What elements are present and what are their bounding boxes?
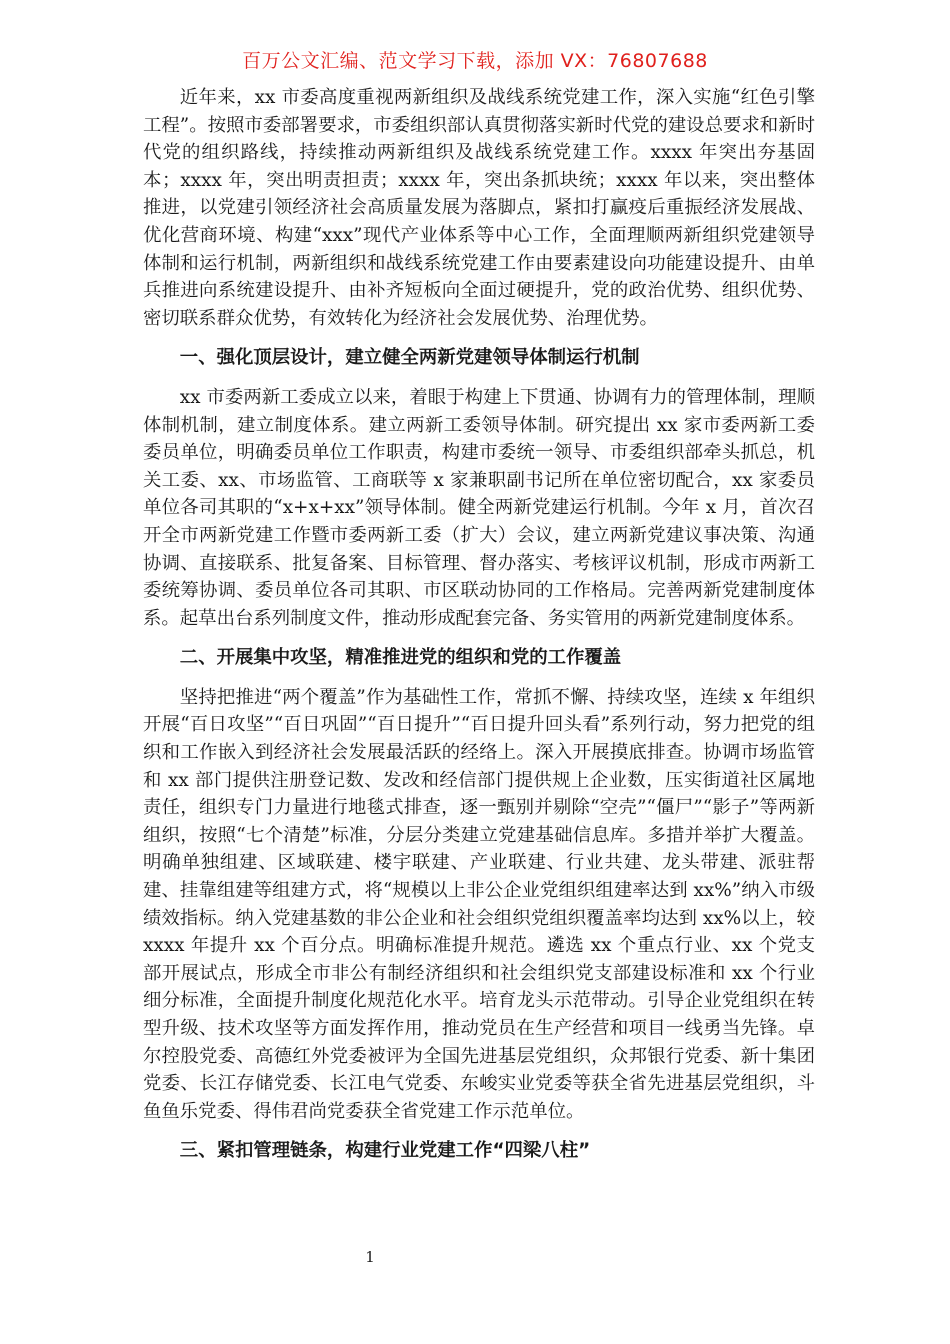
section-2-paragraph: 坚持把推进“两个覆盖”作为基础性工作，常抓不懈、持续攻坚，连续 x 年组织开展“百日攻坚”“百日巩固”“百日提升”“百日提升回头看”系列行动，努力把党的组织和工作嵌入到经济社会发展最活跃的经络上。深入开展摸底排查。协调市场监管和 xx 部门提供注册登记数、发改和经信部门提供规上企业数，压实街道社区属地责任，组织专门力量进行地毯式排查，逐一甄别并剔除“空壳”“僵尸”“影子”等两新组织，按照“七个清楚”标准，分层分类建立党建基础信息库。多措并举扩大覆盖。明确单独组建、区域联建、楼宇联建、产业联建、行业共建、龙头带建、派驻帮建、挂靠组建等组建方式，将“规模以上非公企业党组织组建率达到 xx%”纳入市级绩效指标。纳入党建基数的非公企业和社会组织党组织覆盖率均达到 xx%以上，较 xxxx 年提升 xx 个百分点。明确标准提升规范。遴选 xx 个重点行业、xx 个党支部开展试点，形成全市非公有制经济组织和社会组织党支部建设标准和 xx 个行业细分标准，全面提升制度化规范化水平。培育龙头示范带动。引导企业党组织在转型升级、技术攻坚等方面发挥作用，推动党员在生产经营和项目一线勇当先锋。卓尔控股党委、高德红外党委被评为全国先进基层党组织，众邦银行党委、新十集团党委、长江存储党委、长江电气党委、东峻实业党委等获全省先进基层党组织，斗鱼鱼乐党委、得伟君尚党委获全省党建工作示范单位。 bbox=[143, 686, 815, 1122]
section-1-heading: 一、强化顶层设计，建立健全两新党建领导体制运行机制 bbox=[179, 347, 640, 369]
download-banner: 百万公文汇编、范文学习下载，添加 VX：76807688 bbox=[242, 50, 708, 72]
section-2-heading: 二、开展集中攻坚，精准推进党的组织和党的工作覆盖 bbox=[179, 647, 622, 669]
document-body bbox=[143, 84, 815, 1177]
section-1-paragraph: xx 市委两新工委成立以来，着眼于构建上下贯通、协调有力的管理体制，理顺体制机制，建立制度体系。建立两新工委领导体制。研究提出 xx 家市委两新工委委员单位，明确委员单位工作职责，构建市委统一领导、市委组织部牵头抓总，机关工委、xx、市场监管、工商联等 x 家兼职副书记所在单位密切配合，xx 家委员单位各司其职的“x+x+xx”领导体制。健全两新党建运行机制。今年 x 月，首次召开全市两新党建工作暨市委两新工委（扩大）会议，建立两新党建议事决策、沟通协调、直接联系、批复备案、目标管理、督办落实、考核评议机制，形成市两新工委统筹协调、委员单位各司其职、市区联动协同的工作格局。完善两新党建制度体系。起草出台系列制度文件，推动形成配套完备、务实管用的两新党建制度体系。 bbox=[143, 386, 815, 629]
intro-paragraph: 近年来，xx 市委高度重视两新组织及战线系统党建工作，深入实施“红色引擎工程”。按照市委部署要求，市委组织部认真贯彻落实新时代党的建设总要求和新时代党的组织路线，持续推动两新组织及战线系统党建工作。xxxx 年突出夯基固本；xxxx 年，突出明责担责；xxxx 年，突出条抓块统；xxxx 年以来，突出整体推进，以党建引领经济社会高质量发展为落脚点，紧扣打赢疫后重振经济发展战、优化营商环境、构建“xxx”现代产业体系等中心工作，全面理顺两新组织党建领导体制和运行机制，两新组织和战线系统党建工作由要素建设向功能建设提升、由单兵推进向系统建设提升、由补齐短板向全面过硬提升，党的政治优势、组织优势、密切联系群众优势，有效转化为经济社会发展优势、治理优势。 bbox=[143, 87, 815, 329]
page-number: 1 bbox=[365, 1248, 375, 1266]
section-3-heading: 三、紧扣管理链条，构建行业党建工作“四梁八柱” bbox=[179, 1140, 591, 1162]
